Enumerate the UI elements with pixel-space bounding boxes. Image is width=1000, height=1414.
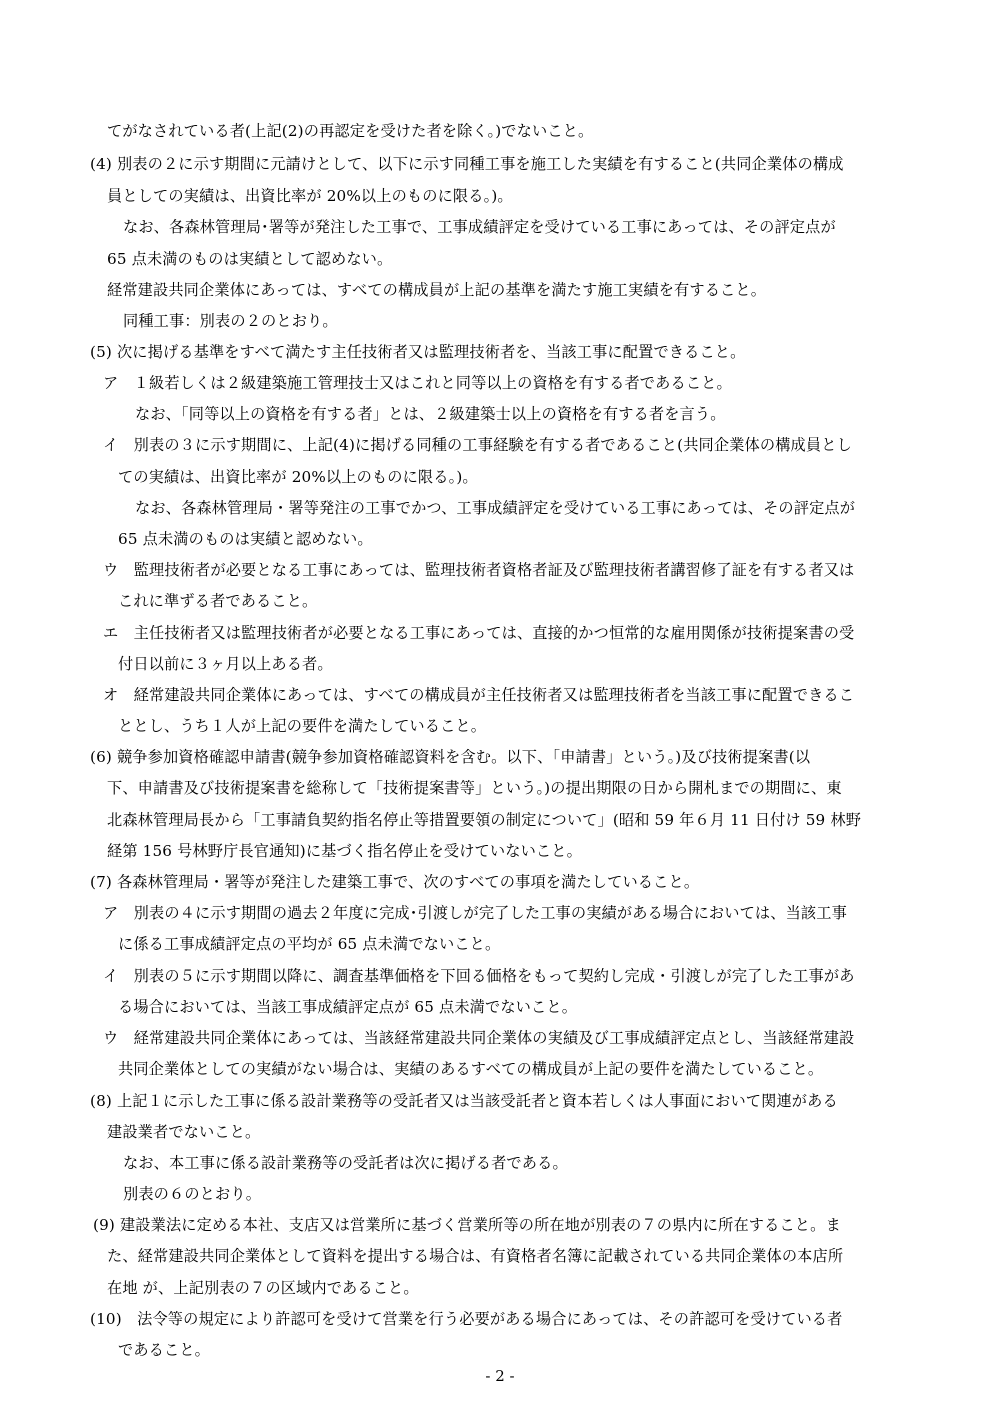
text-line: 在地 が、上記別表の７の区域内であること。 <box>107 1279 419 1297</box>
text-line: 下、申請書及び技術提案書を総称して「技術提案書等」という。)の提出期限の日から開札までの期間に、東 <box>107 779 842 797</box>
text-line: ととし、うち１人が上記の要件を満たしていること。 <box>118 717 487 735</box>
sub-item-e: エ 主任技術者又は監理技術者が必要となる工事にあっては、直接的かつ恒常的な雇用関係が技術提案書の受 <box>103 624 855 642</box>
text-line: なお、各森林管理局･署等が発注した工事で、工事成績評定を受けている工事にあっては、その評定点が <box>123 218 836 236</box>
item-5-heading: (5) 次に掲げる基準をすべて満たす主任技術者又は監理技術者を、当該工事に配置できること。 <box>90 343 746 361</box>
text-line: ての実績は、出資比率が 20%以上のものに限る。)。 <box>118 468 478 486</box>
text-line: に係る工事成績評定点の平均が 65 点未満でないこと。 <box>118 935 501 953</box>
text-line: 員としての実績は、出資比率が 20%以上のものに限る。)。 <box>107 187 513 205</box>
text-line: これに準ずる者であること。 <box>118 592 318 610</box>
text-line: た、経常建設共同企業体として資料を提出する場合は、有資格者名簿に記載されている共同企業体の本店所 <box>107 1247 844 1265</box>
text-line: 65 点未満のものは実績と認めない。 <box>118 530 373 548</box>
text-line: 建設業者でないこと。 <box>107 1123 261 1141</box>
text-line: 共同企業体としての実績がない場合は、実績のあるすべての構成員が上記の要件を満たしていること。 <box>118 1060 824 1078</box>
item-8-heading: (8) 上記１に示した工事に係る設計業務等の受託者又は当該受託者と資本若しくは人事面において関連がある <box>90 1092 838 1110</box>
item-7-heading: (7) 各森林管理局・署等が発注した建築工事で、次のすべての事項を満たしていること。 <box>90 873 700 891</box>
text-line: 経常建設共同企業体にあっては、すべての構成員が上記の基準を満たす施工実績を有すること。 <box>107 281 767 299</box>
text-line: 経第 156 号林野庁長官通知)に基づく指名停止を受けていないこと。 <box>107 842 582 860</box>
sub-item-a: ア １級若しくは２級建築施工管理技士又はこれと同等以上の資格を有する者であること。 <box>103 374 732 392</box>
text-line: る場合においては、当該工事成績評定点が 65 点未満でないこと。 <box>118 998 578 1016</box>
sub-item-u: ウ 監理技術者が必要となる工事にあっては、監理技術者資格者証及び監理技術者講習修了証を有する者又は <box>103 561 855 579</box>
item-9-heading: (9) 建設業法に定める本社、支店又は営業所に基づく営業所等の所在地が別表の７の県内に所在すること。ま <box>93 1216 841 1234</box>
text-line: てがなされている者(上記(2)の再認定を受けた者を除く。)でないこと。 <box>107 122 594 140</box>
text-line: なお、「同等以上の資格を有する者」とは、２級建築士以上の資格を有する者を言う。 <box>135 405 726 423</box>
text-line: であること。 <box>118 1341 211 1359</box>
text-line: 付日以前に３ヶ月以上ある者。 <box>118 655 333 673</box>
item-6-heading: (6) 競争参加資格確認申請書(競争参加資格確認資料を含む。以下、「申請書」という。)及び技術提案書(以 <box>90 748 811 766</box>
item-10-heading: (10) 法令等の規定により許認可を受けて営業を行う必要がある場合にあっては、その許認可を受けている者 <box>90 1310 843 1328</box>
sub-item-a: ア 別表の４に示す期間の過去２年度に完成･引渡しが完了した工事の実績がある場合においては、当該工事 <box>103 904 847 922</box>
text-line: 別表の６のとおり。 <box>123 1185 262 1203</box>
sub-item-o: オ 経常建設共同企業体にあっては、すべての構成員が主任技術者又は監理技術者を当該工事に配置できるこ <box>103 686 855 704</box>
page-number: - 2 - <box>485 1367 515 1385</box>
sub-item-i: イ 別表の５に示す期間以降に、調査基準価格を下回る価格をもって契約し完成・引渡しが完了した工事があ <box>103 967 855 985</box>
sub-item-u: ウ 経常建設共同企業体にあっては、当該経常建設共同企業体の実績及び工事成績評定点とし、当該経常建設 <box>103 1029 855 1047</box>
text-line: 65 点未満のものは実績として認めない。 <box>107 250 393 268</box>
text-line: なお、本工事に係る設計業務等の受託者は次に掲げる者である。 <box>123 1154 568 1172</box>
text-line: なお、各森林管理局・署等発注の工事でかつ、工事成績評定を受けている工事にあっては、その評定点が <box>135 499 856 517</box>
text-line: 同種工事：別表の２のとおり。 <box>123 312 338 330</box>
text-line: 北森林管理局長から「工事請負契約指名停止等措置要領の制定について」(昭和 59 年６月 11 日付け 59 林野 <box>107 811 862 829</box>
item-4-heading: (4) 別表の２に示す期間に元請けとして、以下に示す同種工事を施工した実績を有すること(共同企業体の構成 <box>90 155 844 173</box>
sub-item-i: イ 別表の３に示す期間に、上記(4)に掲げる同種の工事経験を有する者であること(共同企業体の構成員とし <box>103 436 852 454</box>
